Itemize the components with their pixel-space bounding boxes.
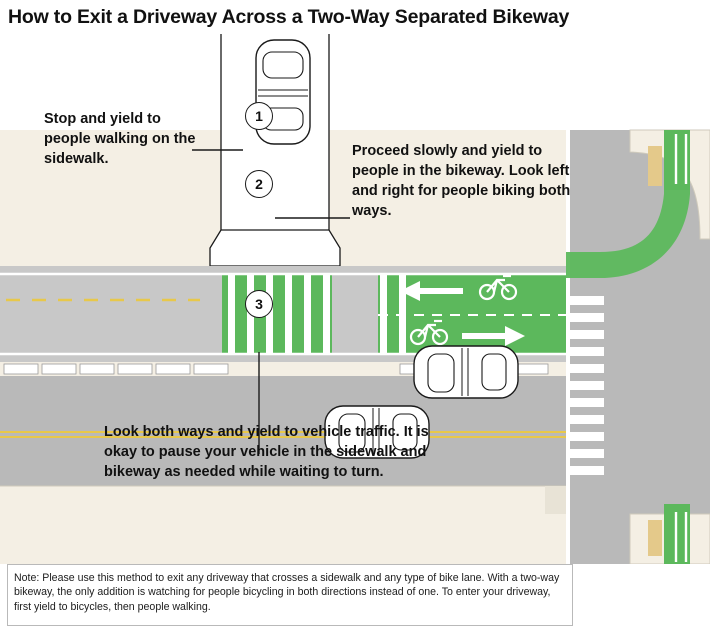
curb-ramp-bottom bbox=[545, 486, 566, 514]
callout-text-3: Look both ways and yield to vehicle traffic. It is okay to pause your vehicle in the sidewalk and bikeway as needed while waiting to turn. bbox=[104, 424, 429, 480]
callout-text-1: Stop and yield to people walking on the sidewalk. bbox=[44, 111, 196, 167]
page-title: How to Exit a Driveway Across a Two-Way Separated Bikeway bbox=[8, 6, 570, 28]
step-badge-1: 1 bbox=[245, 102, 273, 130]
car-roadway-upper bbox=[414, 346, 518, 398]
step-badge-3: 3 bbox=[245, 290, 273, 318]
callout-text-2: Proceed slowly and yield to people in the bikeway. Look left and right for people biking both ways. bbox=[352, 143, 571, 219]
driveway-apron bbox=[210, 230, 340, 266]
lower-sidewalk bbox=[0, 486, 566, 564]
note-box: Note: Please use this method to exit any driveway that crosses a sidewalk and any type of bike lane. With a two-way bikeway, the only addition is watching for people bicycling in both directions instead of one. To enter your driveway, first yield to bicycles, then people walking. bbox=[7, 564, 573, 626]
bikeway-green-conflict-zone bbox=[222, 274, 332, 354]
step-badge-2: 2 bbox=[245, 170, 273, 198]
